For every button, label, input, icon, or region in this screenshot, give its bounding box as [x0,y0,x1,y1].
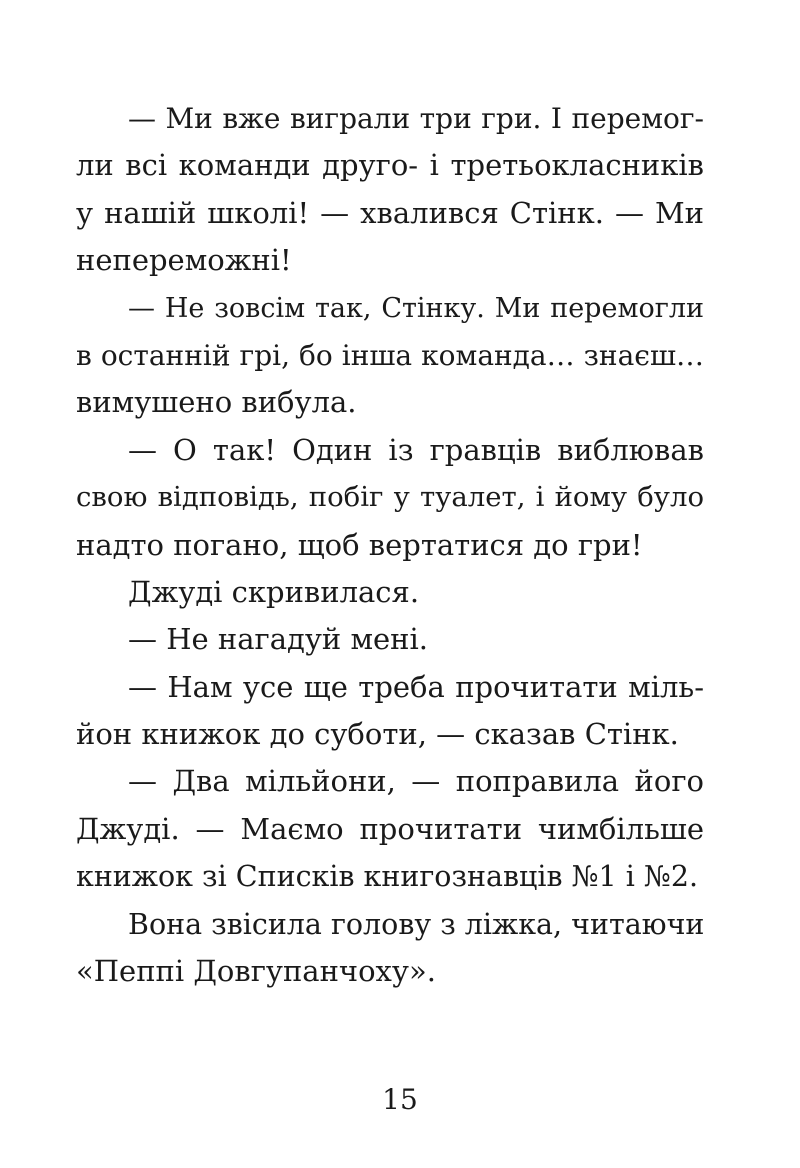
text-line: свою відповідь, побіг у туалет, і йому було [76,481,704,514]
text-line: непереможні! [76,243,292,278]
text-line: ли всі команди друго- і третьокласників [76,148,704,183]
text-line: Джуді скривилася. [128,574,420,609]
text-line: книжок зі Списків книгознавців №1 і №2. [76,860,699,894]
text-line: — О так! Один із гравців виблював [128,432,704,467]
text-line: у нашій школі! — хвалився Стінк. — Ми [76,195,704,230]
text-line: надто погано, щоб вертатися до гри! [76,527,643,562]
text-line: Вона звісила голову з ліжка, читаючи [128,907,705,941]
text-line: — Не нагадуй мені. [128,622,428,657]
text-line: — Два мільйони, — поправила його [128,764,704,799]
text-line: вимушено вибула. [76,385,357,420]
text-line: в останній грі, бо інша команда… знаєш… [76,338,704,372]
page-number: 15 [382,1083,418,1116]
text-line: — Не зовсім так, Стінку. Ми перемогли [128,292,704,324]
text-line: — Ми вже виграли три гри. І перемог- [128,102,704,135]
text-line: Джуді. — Маємо прочитати чимбільше [76,811,704,846]
text-line: йон книжок до суботи, — сказав Стінк. [76,717,679,752]
text-line: — Нам усе ще треба прочитати міль- [128,669,704,704]
page-body-text [76,95,704,995]
text-line: «Пеппі Довгупанчоху». [76,954,436,989]
